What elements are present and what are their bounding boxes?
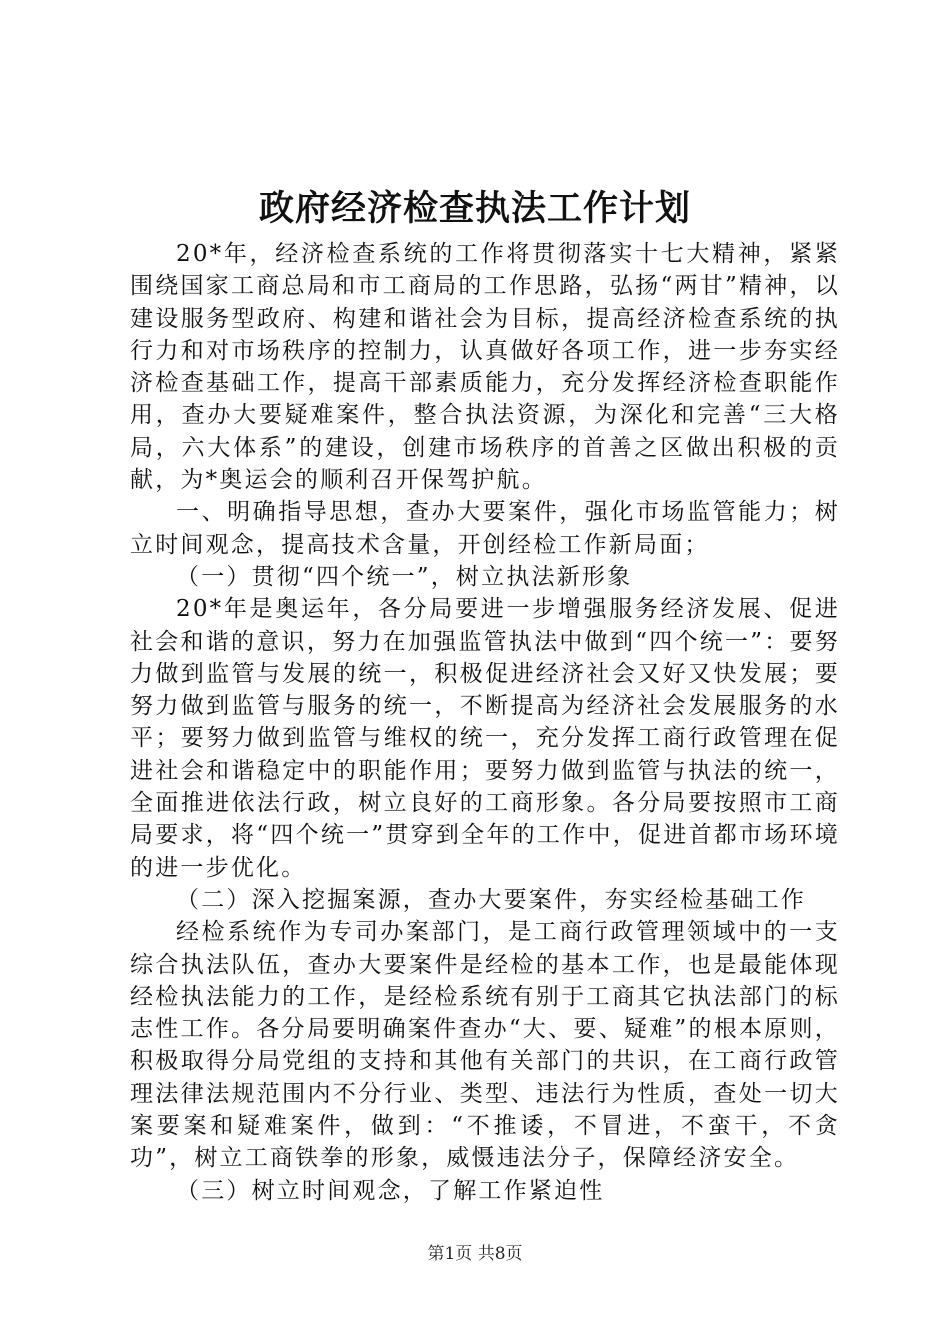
subsection-heading-1: （一）贯彻“四个统一”，树立执法新形象 (176, 563, 633, 590)
section-heading-1: 一、明确指导思想，查办大要案件，强化市场监管能力；树立时间观念，提高技术含量，开创经检工作新局面； (130, 499, 840, 558)
paragraph-subsection-2: 经检系统作为专司办案部门，是工商行政管理领域中的一支综合执法队伍，查办大要案件是经检的基本工作，也是最能体现经检执法能力的工作，是经检系统有别于工商其它执法部门的标志性工作。各分局要明确案件查办“大、要、疑难”的根本原则，积极取得分局党组的支持和其他有关部门的共识，在工商行政管理法律法规范围内不分行业、类型、违法行为性质，查处一切大案要案和疑难案件，做到：“不推诿，不冒进，不蛮干，不贪功”，树立工商铁拳的形象，威慑违法分子，保障经济安全。 (130, 919, 840, 1172)
paragraph-intro: 20*年，经济检查系统的工作将贯彻落实十七大精神，紧紧围绕国家工商总局和市工商局的工作思路，弘扬“两甘”精神，以建设服务型政府、构建和谐社会为目标，提高经济检查系统的执行力和对市场秩序的控制力，认真做好各项工作，进一步夯实经济检查基础工作，提高干部素质能力，充分发挥经济检查职能作用，查办大要疑难案件，整合执法资源，为深化和完善“三大格局，六大体系”的建设，创建市场秩序的首善之区做出积极的贡献，为*奥运会的顺利召开保驾护航。 (130, 241, 840, 494)
paragraph-subsection-1: 20*年是奥运年，各分局要进一步增强服务经济发展、促进社会和谐的意识，努力在加强监管执法中做到“四个统一”：要努力做到监管与发展的统一，积极促进经济社会又好又快发展；要努力做到监管与服务的统一，不断提高为经济社会发展服务的水平；要努力做到监管与维权的统一，充分发挥工商行政管理在促进社会和谐稳定中的职能作用；要努力做到监管与执法的统一，全面推进依法行政，树立良好的工商形象。各分局要按照市工商局要求，将“四个统一”贯穿到全年的工作中，促进首都市场环境的进一步优化。 (130, 596, 840, 881)
subsection-heading-2: （二）深入挖掘案源，查办大要案件，夯实经检基础工作 (176, 886, 806, 913)
page-footer: 第1页 共8页 (427, 1244, 523, 1264)
subsection-heading-3: （三）树立时间观念，了解工作紧迫性 (176, 1177, 605, 1204)
document-body (130, 238, 840, 1207)
document-title: 政府经济检查执法工作计划 (258, 188, 691, 229)
